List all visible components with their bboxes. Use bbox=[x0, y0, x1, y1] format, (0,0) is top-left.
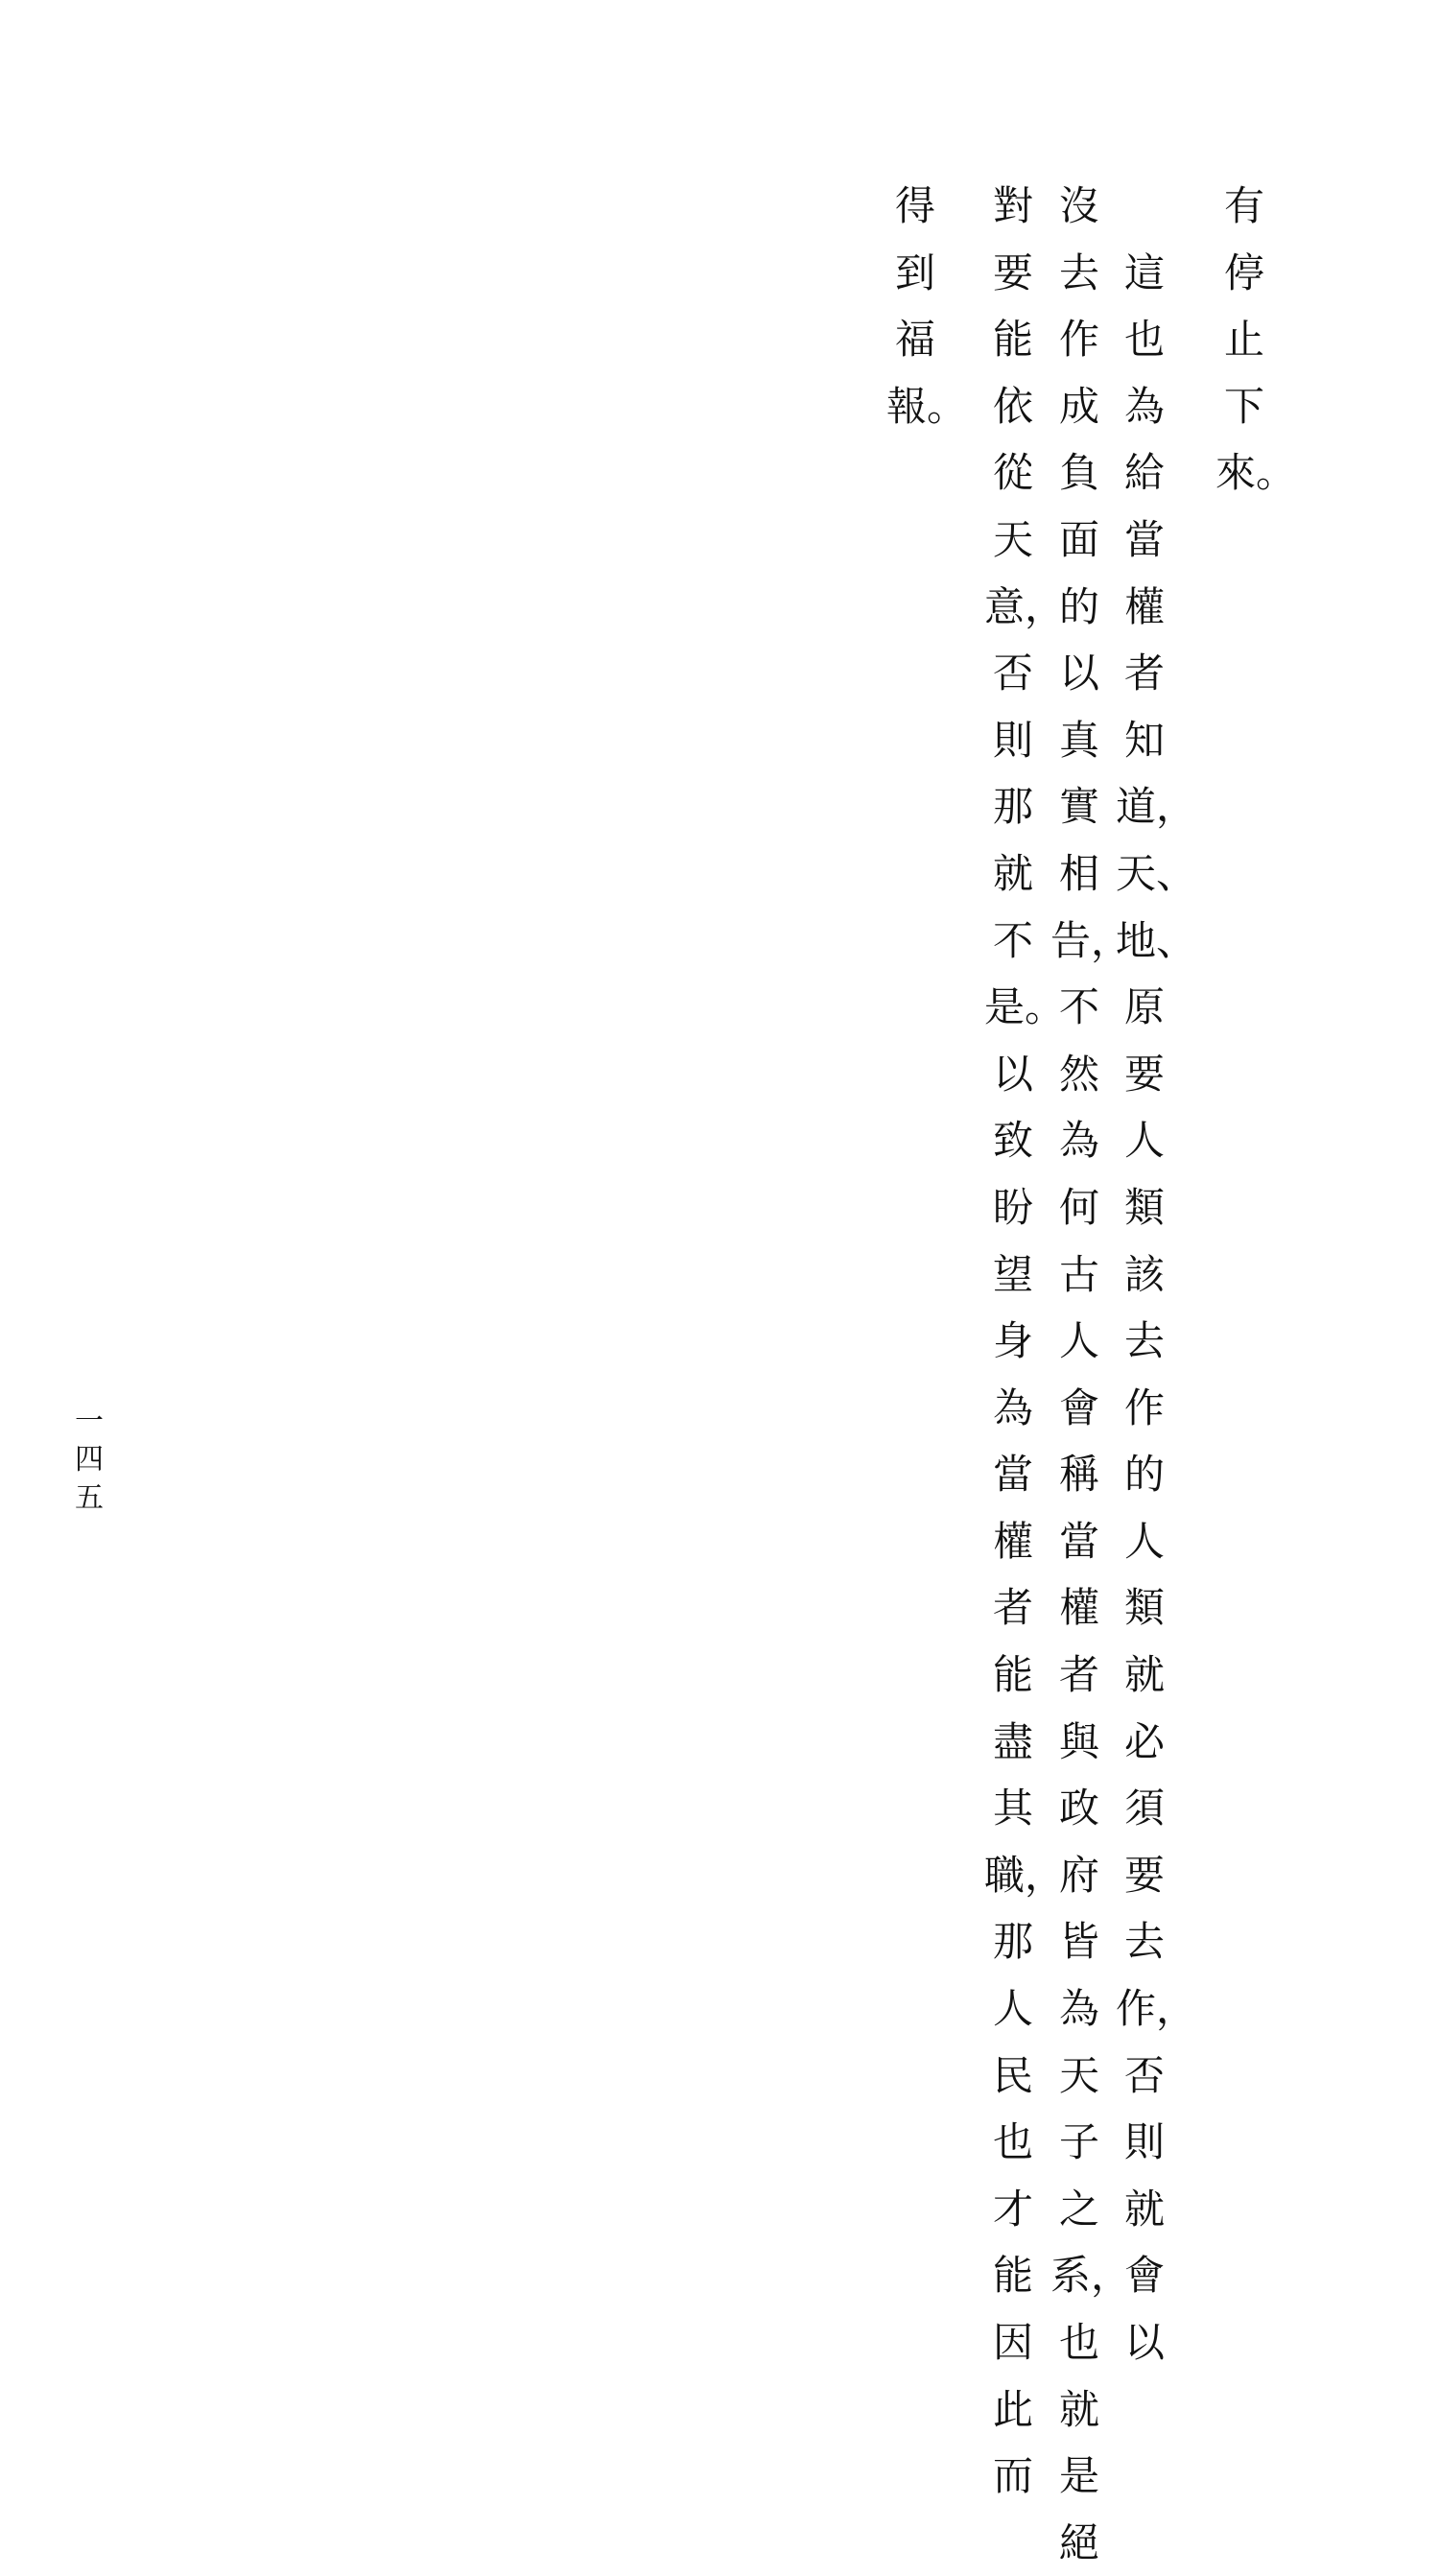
text-column-4: 對要能依從天意，否則那就不是。以致盼望身為當權者能盡其職，那人民也才能因此而 bbox=[984, 182, 1066, 2500]
text-column-1: 有停止下來。 bbox=[1215, 182, 1297, 497]
text-column-2: 這也為給當權者知道，天、地、原要人類該去作的人類就必須要去作，否則就會以 bbox=[1116, 182, 1197, 2366]
text-column-5: 得到福報。 bbox=[886, 182, 968, 430]
text-column-3: 沒去作成負面的以真實相告，不然為何古人會稱當權者與政府皆為天子之系，也就是絕 bbox=[1050, 182, 1132, 2566]
page-number: 一四五 bbox=[75, 1405, 104, 1515]
